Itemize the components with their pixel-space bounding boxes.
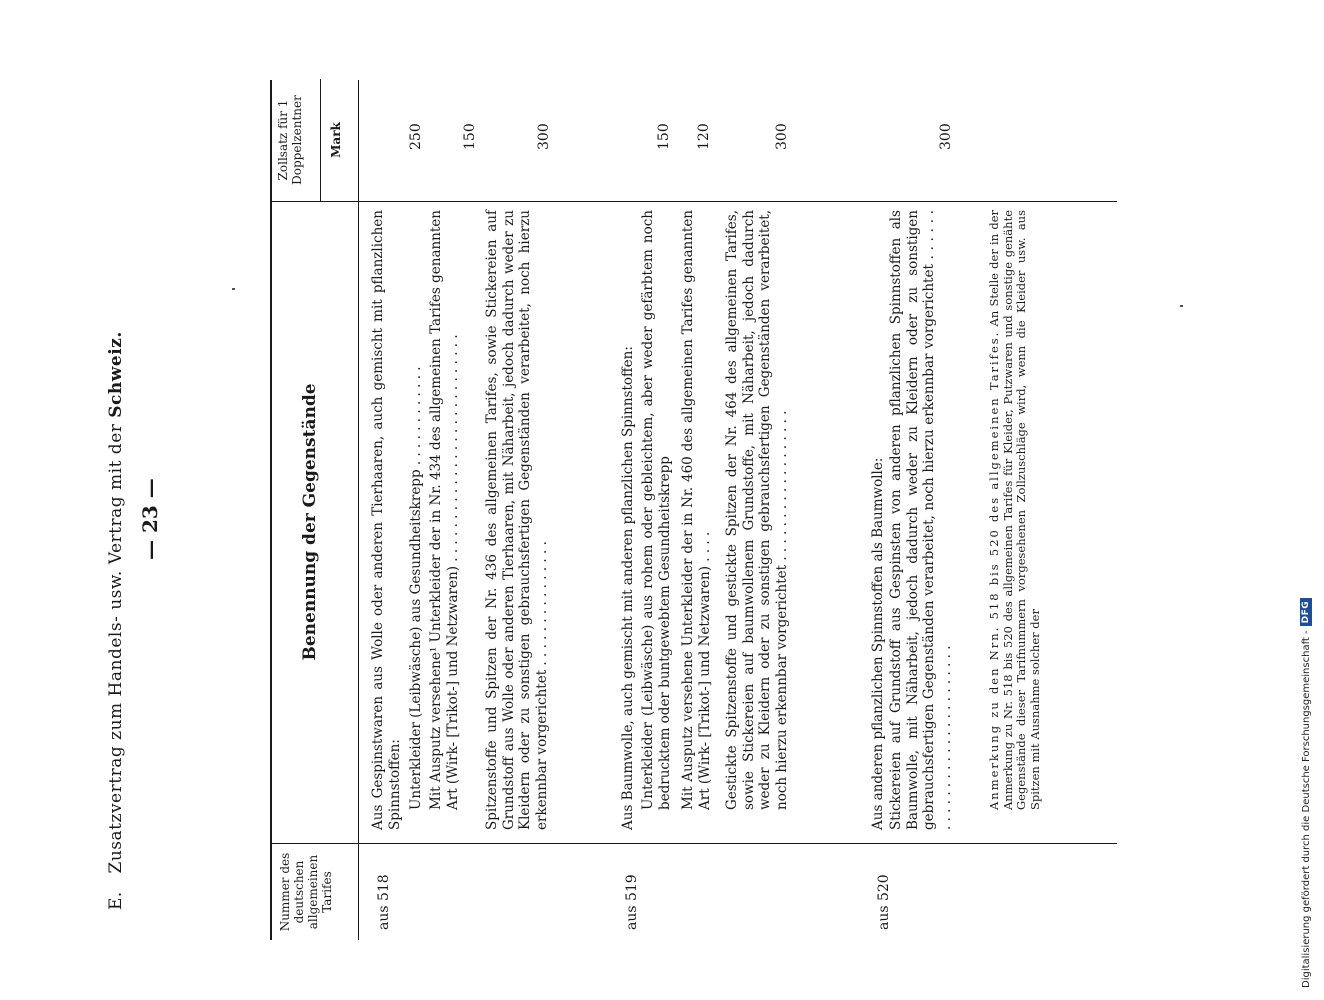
item-rate: 120 — [696, 123, 712, 150]
note-text: An Stelle der in der Anmerkung zu Nr. 518 bis 520 des allgemeinen Tarifes für Kleider, Putzwaren und sonstige genähte Gegenstände dieser Tarifnummern vorgesehenen Zollzuschläge wird, wenn die Kleider usw. aus Spitzen mit Ausnahme solcher der — [987, 210, 1042, 810]
item-rate: 300 — [774, 123, 790, 150]
note-title: Anmerkung zu den Nrn. 518 bis 520 des allgemeinen Tarifes. — [987, 330, 1001, 810]
row-description: Aus Gespinstwaren aus Wolle oder anderen Tierhaaren, auch gemischt mit pflanzlichen Spinnstoffen: — [370, 210, 403, 830]
row-number: aus 518 — [376, 874, 392, 930]
column-tariff-number — [358, 844, 1117, 940]
scan-speck — [232, 288, 235, 290]
item-rate: 150 — [462, 123, 478, 150]
row-description: Aus Baumwolle, auch gemischt mit anderen pflanzlichen Spinnstoffen: — [620, 346, 636, 830]
scan-speck — [1180, 305, 1183, 307]
dfg-watermark — [1300, 598, 1312, 988]
page-header — [90, 80, 170, 940]
item-rate: 150 — [656, 123, 672, 150]
item-text: Mit Ausputz versehene¹ Unterkleider der in Nr. 434 des allgemeinen Tarifes genannten Art (Wirk- [Trikot-] und Netzwaren) . . . . . . . . . . . . . . . . . . . . . . . . . . . — [428, 210, 461, 810]
table-body — [358, 80, 1117, 940]
item-text: Spitzenstoffe und Spitzen der Nr. 436 des allgemeinen Tarifes, sowie Stickereien auf Grundstoff aus Wolle oder anderen Tierhaaren, mit Näharbeit, jedoch dadurch weder zu Kleidern oder zu sonstigen gebrauchsfertigen Gegenständen verarbeitet, noch hierzu erkennbar vorgerichtet . . . . . . . . . . . . . . . — [484, 210, 550, 830]
header-rate-label: Zollsatz für 1 Doppelzentner — [272, 79, 321, 201]
header-tariff-number: Nummer des deutschen allgemeinen Tarifes — [278, 852, 334, 932]
page-number: — 23 — — [138, 478, 162, 560]
rotated-page — [90, 80, 1170, 940]
item-text: Stickereien auf Grundstoff aus Gespinsten von anderen pflanzlichen Spinnstoffen als Baumwolle, mit Näharbeit, jedoch dadurch weder zu Kleidern oder zu sonstigen gebrauchsfertigen Gegenständen verarbeitet, noch hierzu erkennbar vorgerichtet . . . . . . . . . . . . . . . . . . . . . . . . . . . . — [888, 210, 954, 830]
row-number: aus 520 — [876, 874, 892, 930]
item-text: Unterkleider (Leibwäsche) aus Gesundheitskrepp . . . . . . . . . . . . — [408, 366, 424, 810]
header-description: Benennung der Gegenstände — [272, 201, 386, 844]
running-title — [106, 331, 126, 910]
running-title-country: Schweiz. — [106, 331, 126, 418]
header-rate — [272, 79, 358, 202]
header-rate-unit: Mark — [329, 122, 343, 158]
item-rate: 300 — [938, 123, 954, 150]
item-text: Mit Ausputz versehene Unterkleider der in Nr. 460 des allgemeinen Tarifes genannten Art (Wirk- [Trikot-] und Netzwaren) . . . . — [680, 210, 713, 810]
note — [988, 210, 1042, 810]
item-text: Gestickte Spitzenstoffe und gestickte Spitzen der Nr. 464 des allgemeinen Tarifes, sowie Stickereien auf baumwollenem Grundstoffe, mit Näharbeit, jedoch dadurch weder zu Kleidern oder zu sonstigen gebrauchsfertigen Gegenständen verarbeitet, noch hierzu erkennbar vorgerichtet . . . . . . . . . . . . . . . . . . — [724, 210, 790, 810]
tariff-table — [270, 80, 1117, 940]
running-title-text: Zusatzvertrag zum Handels- usw. Vertrag mit der — [106, 423, 126, 874]
table-header-row — [272, 80, 359, 940]
item-rate: 250 — [408, 123, 424, 150]
item-text: Unterkleider (Leibwäsche) aus rohem oder gebleichtem, aber weder gefärbtem noch bedrucktem oder buntgewebtem Gesundheitskrepp — [640, 210, 673, 810]
section-letter: E. — [106, 891, 126, 910]
watermark-text: Digitalisierung gefördert durch die Deutsche Forschungsgemeinschaft - — [1300, 630, 1312, 988]
item-rate: 300 — [536, 123, 552, 150]
row-number: aus 519 — [624, 874, 640, 930]
dfg-logo: DFG — [1300, 598, 1312, 627]
row-description: Aus anderen pflanzlichen Spinnstoffen als Baumwolle: — [870, 457, 886, 830]
